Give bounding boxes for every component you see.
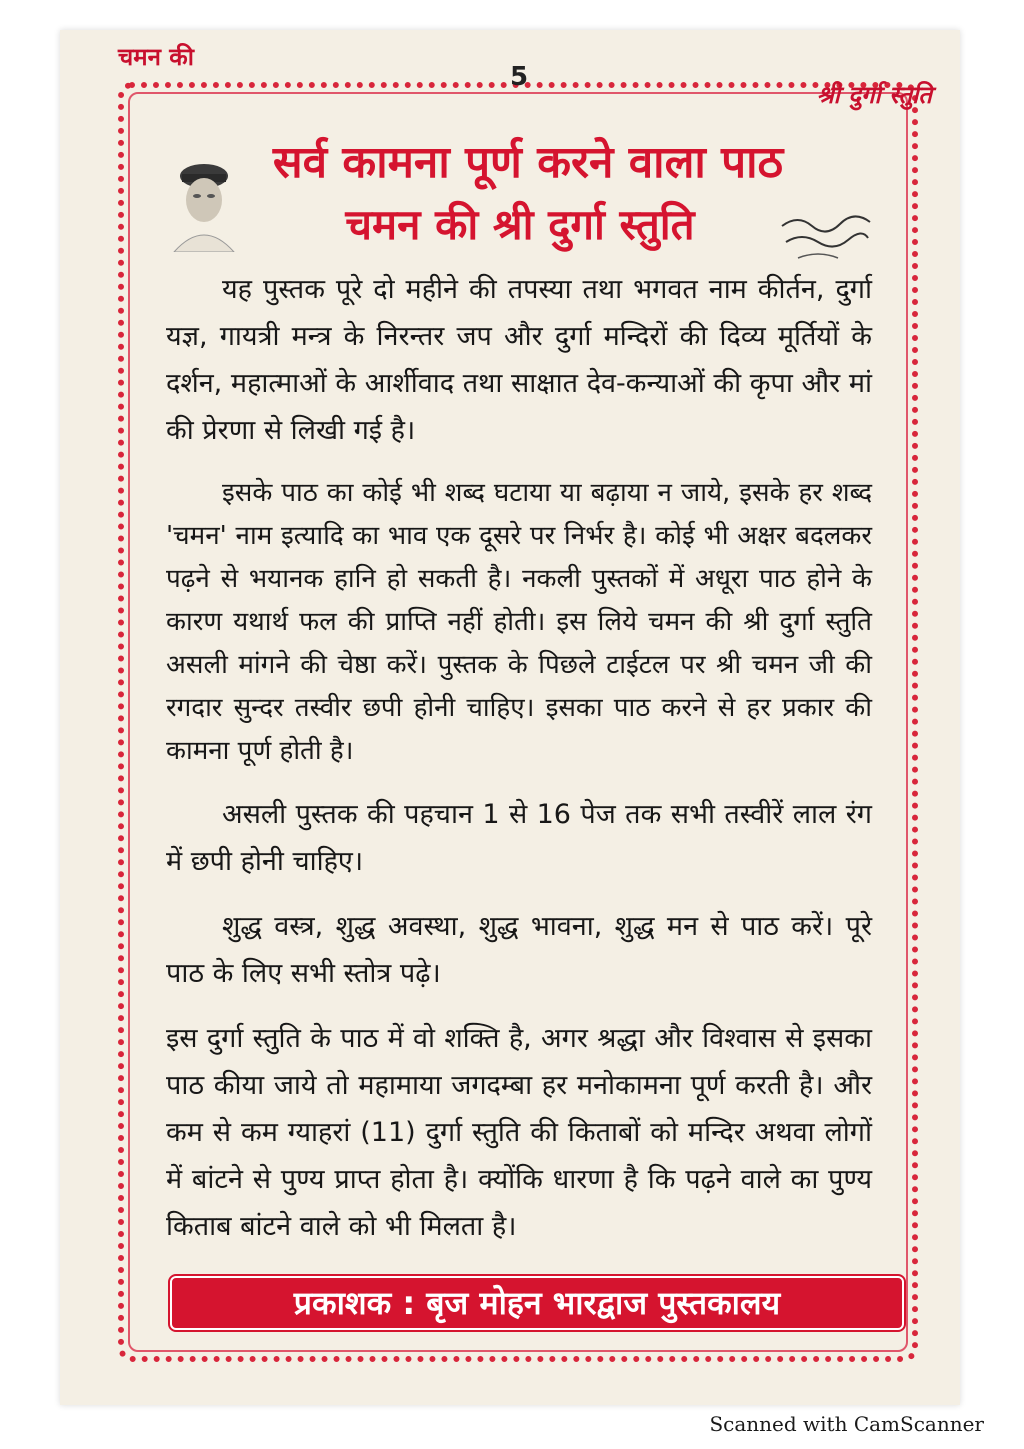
title-line-1: सर्व कामना पूर्ण करने वाला पाठ	[272, 137, 784, 188]
header-corner-right: श्री दुर्गा स्तुति	[816, 81, 932, 109]
paragraph: इस दुर्गा स्तुति के पाठ में वो शक्ति है, अगर श्रद्धा और विश्वास से इसका पाठ कीया जाये तो महामाया जगदम्बा हर मनोकामना पूर्ण करती है। और कम से कम ग्याहरां (11) दुर्गा स्तुति की किताबों को मन्दिर अथवा लोगों में बांटने से पुण्य प्राप्त होता है। क्योंकि धारणा है कि पढ़ने वाले का पुण्य किताब बांटने वाले को भी मिलता है।	[166, 1023, 872, 1242]
page-number: 5	[510, 62, 529, 92]
scan-watermark: Scanned with CamScanner	[709, 1412, 984, 1436]
publisher-banner: प्रकाशक : बृज मोहन भारद्वाज पुस्तकालय	[170, 1276, 904, 1330]
paragraph: इसके पाठ का कोई भी शब्द घटाया या बढ़ाया न जाये, इसके हर शब्द 'चमन' नाम इत्यादि का भाव एक दूसरे पर निर्भर है। कोई भी अक्षर बदलकर पढ़ने से भयानक हानि हो सकती है। नकली पुस्तकों में अधूरा पाठ होने के कारण यथार्थ फल की प्राप्ति नहीं होती। इस लिये चमन की श्री दुर्गा स्तुति असली मांगने की चेष्ठा करें। पुस्तक के पिछले टाईटल पर श्री चमन जी की रगदार सुन्दर तस्वीर छपी होनी चाहिए। इसका पाठ करने से हर प्रकार की कामना पूर्ण होती है।	[166, 478, 872, 766]
signature-icon	[778, 212, 874, 264]
body-text	[166, 266, 872, 1268]
paragraph: यह पुस्तक पूरे दो महीने की तपस्या तथा भगवत नाम कीर्तन, दुर्गा यज्ञ, गायत्री मन्त्र के निरन्तर जप और दुर्गा मन्दिरों की दिव्य मूर्तियों के दर्शन, महात्माओं के आर्शीवाद तथा साक्षात देव-कन्याओं की कृपा और मां की प्रेरणा से लिखी गई है।	[166, 274, 872, 446]
title-line-2: चमन की श्री दुर्गा स्तुति	[345, 200, 695, 249]
paragraph: शुद्ध वस्त्र, शुद्ध अवस्था, शुद्ध भावना, शुद्ध मन से पाठ करें। पूरे पाठ के लिए सभी स्तोत्र पढ़े।	[166, 911, 872, 989]
header-corner-left: चमन की	[118, 43, 194, 71]
paragraph: असली पुस्तक की पहचान 1 से 16 पेज तक सभी तस्वीरें लाल रंग में छपी होनी चाहिए।	[166, 799, 872, 877]
